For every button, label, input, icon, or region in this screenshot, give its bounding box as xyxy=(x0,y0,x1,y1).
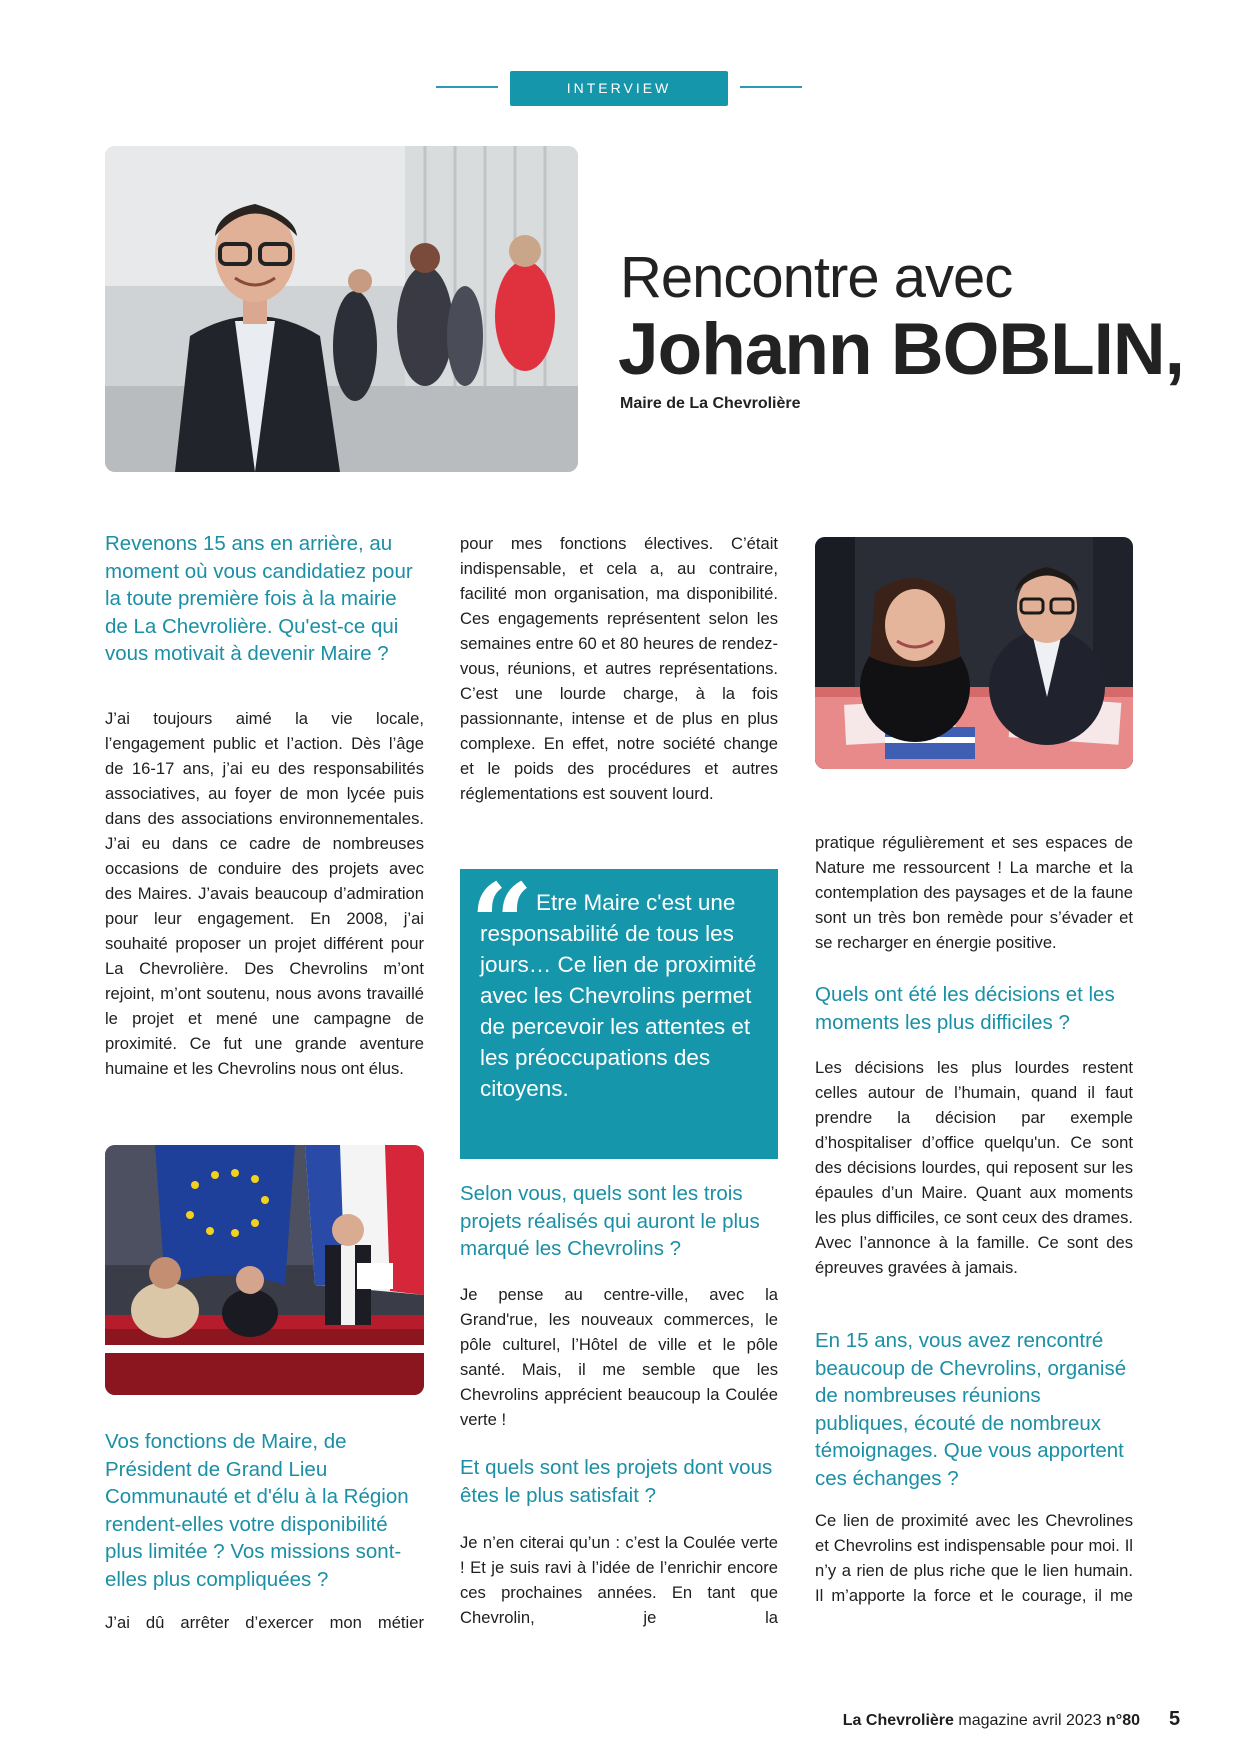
signing-photo xyxy=(815,537,1133,769)
question-6: En 15 ans, vous avez rencontré beaucoup de Chevrolins, organisé de nombreuses réunions publiques, écouté de nombreux témoignages. Que vous apportent ces échanges ? xyxy=(815,1329,1127,1490)
question-2: Vos fonctions de Maire, de Président de Grand Lieu Communauté et d'élu à la Région rendent-elles votre disponibilité plus limitée ? Vos missions sont-elles plus compliquées ? xyxy=(105,1430,409,1591)
footer-magazine xyxy=(843,1712,1140,1730)
answer-5: Les décisions les plus lourdes restent celles autour de l’humain, quand il faut prendre la décision par exemple d’hospitaliser d’office quelqu'un. Ce sont des décisions lourdes, qui reposent sur les épaules d’un Maire. Quant aux moments les plus difficiles, ce sont ceux des drames. Avec l’annonce à la famille. Ce sont des épreuves gravées à jamais. xyxy=(815,1058,1133,1277)
answer-3: Je pense au centre-ville, avec la Grand'rue, les nouveaux commerces, le pôle culturel, l’Hôtel de ville et le pôle santé. Mais, il me semble que les Chevrolins apprécient beaucoup la Coulée verte ! xyxy=(460,1285,778,1429)
answer-2-continued: pour mes fonctions électives. C’était indispensable, et cela a, au contraire, facilité mon organisation, ma disponibilité. Ces engagements représentent selon les semaines entre 60 et 80 heures de rendez-vous, réunions, et autres représentations. C’est une lourde charge, à la fois passionnante, intense et de plus en plus complexe. En effet, notre société change et le poids des procédures et autres réglementations est souvent lourd. xyxy=(460,534,778,803)
answer-2-start: J’ai dû arrêter d’exercer mon métier xyxy=(105,1613,424,1632)
footer-issue-number: n°80 xyxy=(1106,1712,1140,1729)
answer-4-start: Je n’en citerai qu’un : c’est la Coulée verte ! Et je suis ravi à l’idée de l’enrichir encore ces prochaines années. En tant que Chevrolin, je la xyxy=(460,1533,778,1627)
portrait-photo xyxy=(105,146,578,472)
answer-4-continued: pratique régulièrement et ses espaces de Nature me ressourcent ! La marche et la contemplation des paysages et de la faune sont un très bon remède pour s’évader et se recharger en énergie positive. xyxy=(815,833,1133,952)
quote-text: Etre Maire c'est une responsabilité de tous les jours… Ce lien de proximité avec les Chevrolins permet de percevoir les attentes et les préoccupations des citoyens. xyxy=(480,890,757,1101)
rubric-line-left xyxy=(436,86,498,88)
footer-magazine-name: La Chevrolière xyxy=(842,1712,954,1729)
question-4: Et quels sont les projets dont vous êtes le plus satisfait ? xyxy=(460,1456,773,1507)
answer-1: J’ai toujours aimé la vie locale, l’engagement public et l’action. Dès l’âge de 16-17 ans, j’ai eu des responsabilités associatives, au foyer de mon lycée puis dans des associations environnementales. J’ai eu dans ce cadre de nombreuses occasions de conduire des projets avec des Maires. J’avais beaucoup d’admiration pour leur engagement. En 2008, j’ai souhaité proposer un projet différent pour La Chevrolière. Des Chevrolins m’ont rejoint, m’ont soutenu, nous avons travaillé le projet et mené une campagne de proximité. Ce fut une grande aventure humaine et les Chevrolins nous ont élus. xyxy=(105,709,424,1078)
question-5: Quels ont été les décisions et les moments les plus difficiles ? xyxy=(815,983,1115,1034)
quote-box xyxy=(460,859,778,1159)
title-subtitle: Maire de La Chevrolière xyxy=(620,395,801,412)
quote-mark-icon: “ xyxy=(470,859,534,988)
question-3: Selon vous, quels sont les trois projets réalisés qui auront le plus marqué les Chevrolins ? xyxy=(460,1182,760,1260)
page-number: 5 xyxy=(1169,1708,1181,1730)
answer-6-start: Ce lien de proximité avec les Chevrolines et Chevrolins est indispensable pour moi. Il n’y a rien de plus riche que le lien humain. Il m’apporte la force et le courage, il me xyxy=(815,1511,1133,1605)
question-1: Revenons 15 ans en arrière, au moment où vous candidatiez pour la toute première fois à la mairie de La Chevrolière. Qu'est-ce qui vous motivait à devenir Maire ? xyxy=(105,532,413,665)
rubric-label: INTERVIEW xyxy=(510,71,728,106)
footer-magazine-issue: magazine avril 2023 xyxy=(958,1712,1102,1729)
council-meeting-photo xyxy=(105,1145,424,1395)
title-line-1: Rencontre avec xyxy=(620,245,1013,310)
title-line-2: Johann BOBLIN, xyxy=(618,309,1184,390)
rubric-line-right xyxy=(740,86,802,88)
